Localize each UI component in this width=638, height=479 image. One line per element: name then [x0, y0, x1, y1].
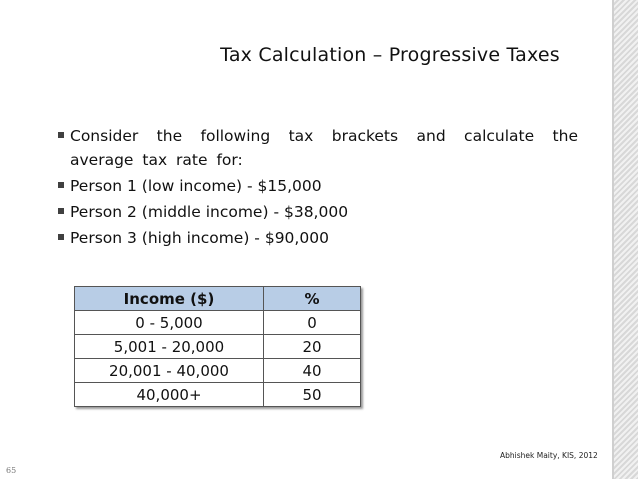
- table-header-row: [75, 287, 361, 311]
- rate-cell: 20: [264, 335, 361, 359]
- header-percent: %: [264, 287, 361, 311]
- header-income: Income ($): [75, 287, 264, 311]
- decorative-side-bar: [614, 0, 638, 479]
- table-row: [75, 335, 361, 359]
- bullet-text: Person 2 (middle income) - $38,000: [70, 203, 349, 221]
- income-cell: 40,000+: [75, 383, 264, 407]
- slide-title: Tax Calculation – Progressive Taxes: [220, 44, 560, 66]
- bullet-item: [58, 174, 578, 198]
- bullet-text: Consider the following tax brackets and calculate the average tax rate for:: [70, 127, 578, 169]
- income-cell: 20,001 - 40,000: [75, 359, 264, 383]
- square-bullet-icon: [58, 132, 64, 138]
- table-row: [75, 383, 361, 407]
- page-number: 65: [6, 466, 17, 475]
- square-bullet-icon: [58, 182, 64, 188]
- bullet-item: [58, 226, 578, 250]
- tax-bracket-table: [74, 286, 361, 407]
- rate-cell: 50: [264, 383, 361, 407]
- bullet-item: [58, 200, 578, 224]
- bullet-text: Person 1 (low income) - $15,000: [70, 177, 322, 195]
- table-row: [75, 311, 361, 335]
- rate-cell: 40: [264, 359, 361, 383]
- footer-credit: Abhishek Maity, KIS, 2012: [500, 451, 598, 460]
- square-bullet-icon: [58, 208, 64, 214]
- square-bullet-icon: [58, 234, 64, 240]
- table-row: [75, 359, 361, 383]
- bullet-list: [58, 124, 578, 252]
- income-cell: 0 - 5,000: [75, 311, 264, 335]
- bullet-text: Person 3 (high income) - $90,000: [70, 229, 329, 247]
- bullet-item: [58, 124, 578, 172]
- income-cell: 5,001 - 20,000: [75, 335, 264, 359]
- rate-cell: 0: [264, 311, 361, 335]
